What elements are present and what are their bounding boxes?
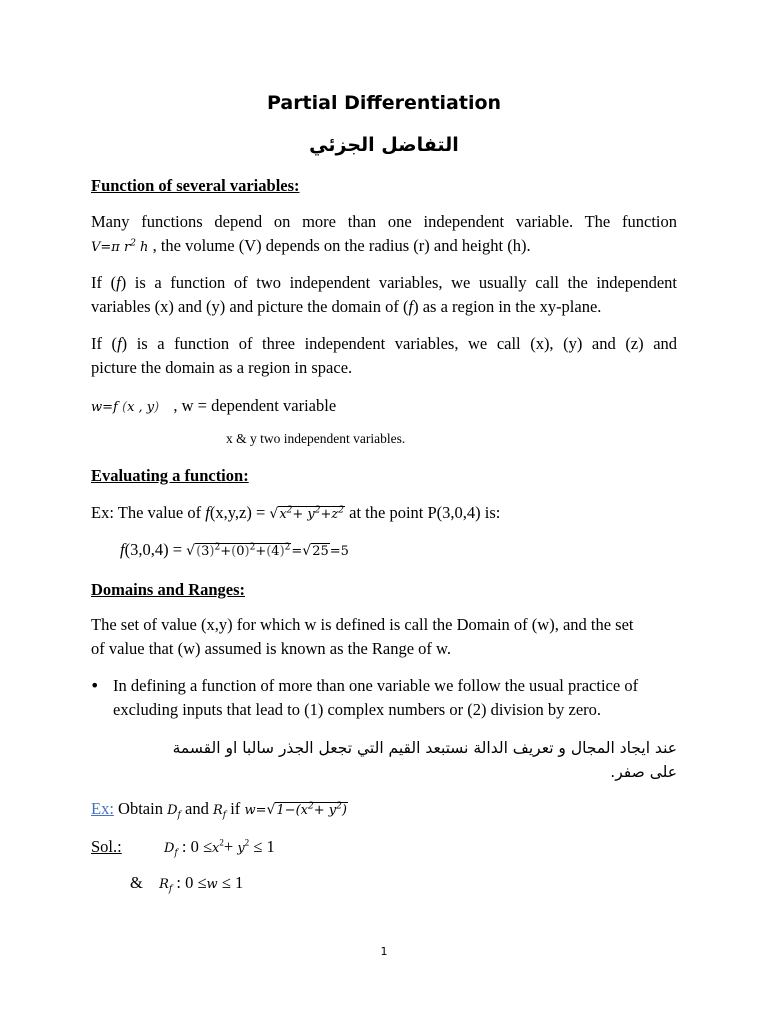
paragraph-line: If (f) is a function of three independent variables, we call (x), (y) and (z) and [91,334,678,353]
independent-variables-note: x & y two independent variables. [226,431,406,446]
paragraph-line: of value that (w) assumed is known as the Range of w. [91,639,452,658]
sqrt-icon: √ [186,543,196,559]
evaluate-example: Ex: The value of $f(x,y,z) = √x^2+ y^2+z^2$ at the point P(3,0,4) is: [91,503,501,522]
domain-example [91,797,677,823]
page-title: Partial Differentiation [266,92,502,114]
heading-domains-ranges: Domains and Ranges: [91,580,246,599]
w-definition: w= [244,803,267,818]
domain-symbol: $D_f$ [167,803,181,821]
bullet-dot-icon: • [90,676,100,695]
page-title-arabic: التفاضل الجزئي [309,134,459,156]
sqrt-radicand: 25 [312,544,329,559]
dependent-variable-text: , w = dependent variable [173,396,337,415]
evaluate-result: $f(3,0,4) = √(3)^2+(0)^2+(4)^2=√25=5$ [120,540,349,559]
arabic-note [91,736,677,784]
paragraph-line: In defining a function of more than one variable we follow the usual practice of [113,676,639,695]
paragraph-line: variables (x) and (y) and picture the domain of (f) as a region in the xy-plane. [91,297,602,316]
solution-domain: Sol.: $D_f$ : $0 \le x^2+ y^2 \le 1$ [91,837,275,859]
arabic-line: على صفر. [610,763,677,781]
example-link[interactable]: Ex: [91,799,114,818]
domain-symbol: $D_f$ [163,841,178,859]
example-text: Obtain [118,799,163,818]
ampersand: & [130,873,143,892]
range-symbol: $R_f$ [212,803,227,821]
paragraph-line: The set of value (x,y) for which w is defined is call the Domain of (w), and the set [91,615,634,634]
paragraph-two-variables [91,271,677,319]
bullet-item [113,674,677,722]
solution-range: & $R_f$ : 0 ≤w ≤ 1 [130,873,244,895]
page-number: 1 [380,945,388,958]
paragraph-line: picture the domain as a region in space. [91,358,353,377]
sqrt-icon: √ [266,802,276,818]
w-formula: w=f (x , y) [91,400,160,415]
volume-formula: V=π $r^2$ h [91,238,149,255]
heading-evaluating: Evaluating a function: [91,466,249,485]
solution-label: Sol.: [91,837,122,856]
dependent-variable-line [91,394,677,420]
paragraph-volume [91,210,677,260]
sqrt-radicand: $x^2+ y^2+z^2$ [279,505,345,522]
arabic-line: عند ايجاد المجال و تعريف الدالة نستبعد القيم التي تجعل الجذر سالبا او القسمة [172,739,677,757]
sqrt-radicand: $1-(x^2+ y^2)$ [276,801,347,818]
sqrt-icon: √ [302,543,312,559]
and-text: and [185,799,209,818]
volume-description: , the volume (V) depends on the radius (r) and height (h). [152,236,531,255]
paragraph-line [91,234,677,260]
range-symbol: $R_f$ [159,877,173,895]
paragraph-line: excluding inputs that lead to (1) complex numbers or (2) division by zero. [113,700,602,719]
paragraph-domain-definition [91,613,677,661]
paragraph-line: Many functions depend on more than one independent variable. The function [91,212,677,231]
sqrt-radicand: $(3)^2+(0)^2+(4)^2$ [196,542,291,559]
sqrt-icon: √ [269,506,279,522]
paragraph-three-variables [91,332,677,380]
if-text: if [230,799,241,818]
evaluate-point: at the point P(3,0,4) is: [349,503,501,522]
heading-several-variables: Function of several variables: [91,176,300,195]
paragraph-line: If (f) is a function of two independent variables, we usually call the independent [91,273,678,292]
